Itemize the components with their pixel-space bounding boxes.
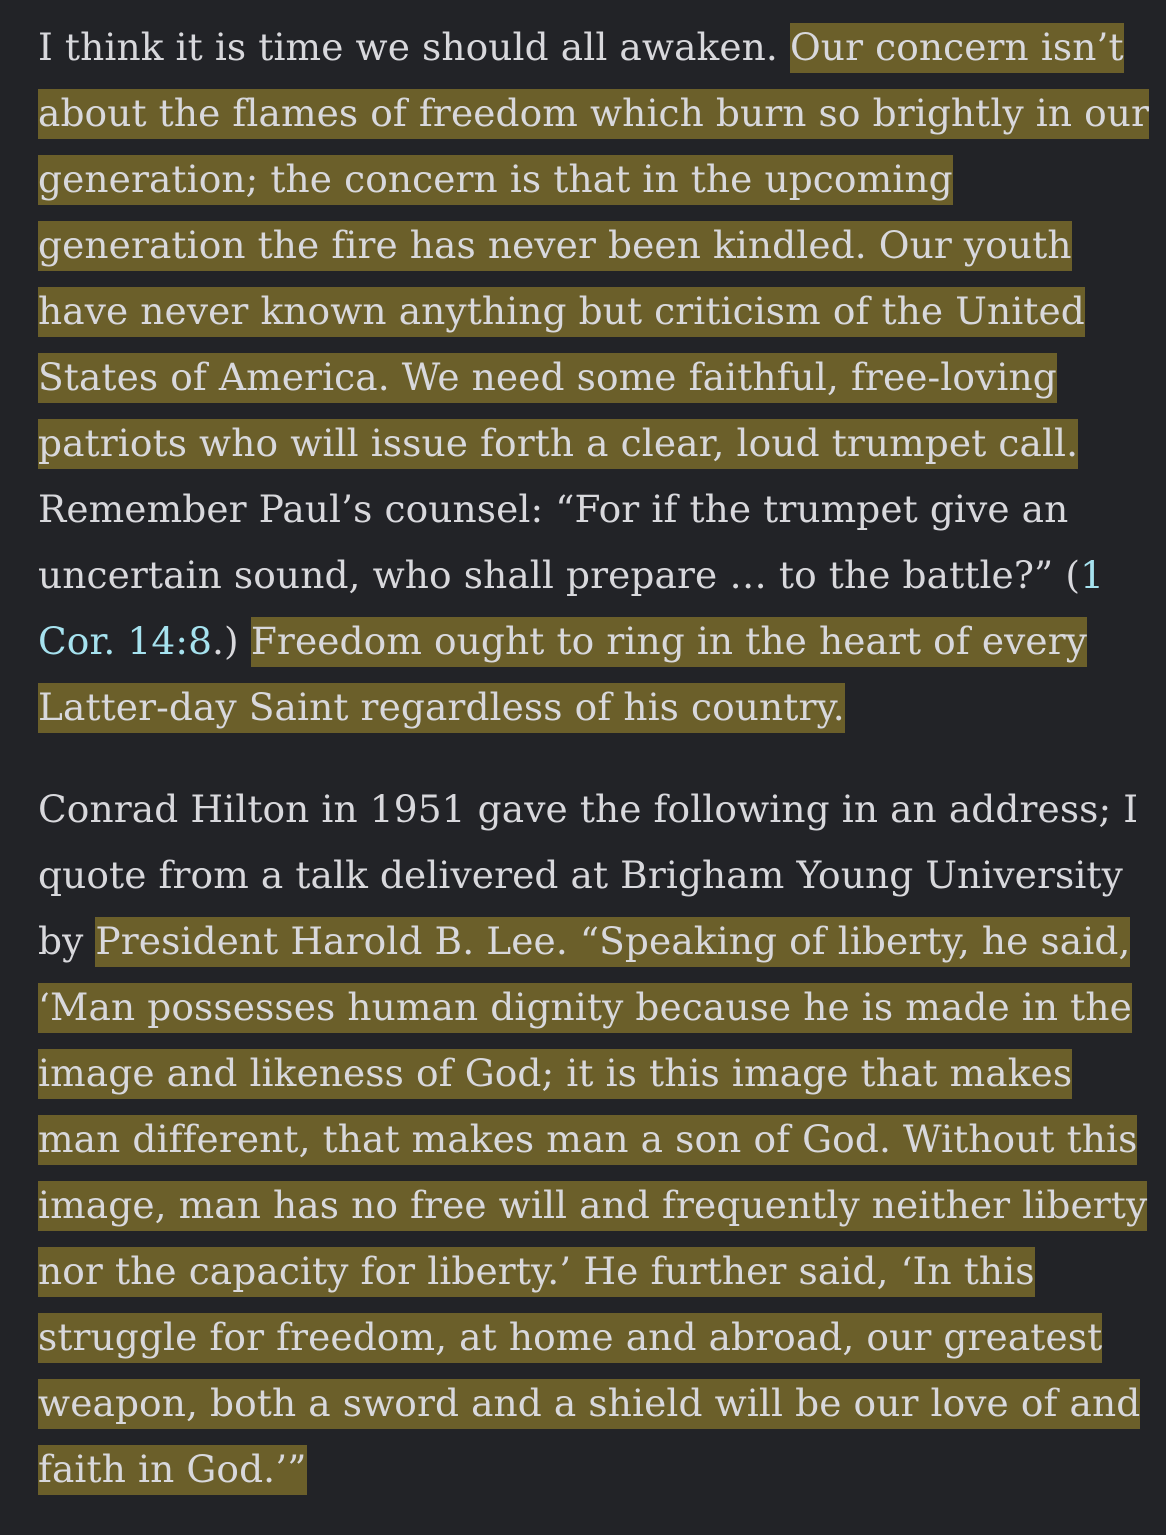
paragraph: [38, 14, 1158, 740]
text-highlight[interactable]: President Harold B. Lee. “Speaking of liberty, he said, ‘Man possesses human dignity because he is made in the image and likeness of God; it is this image that makes man different, that makes man a son of God. Without this image, man has no free will and frequently neither liberty nor the capacity for liberty.’ He further said, ‘In this struggle for freedom, at home and abroad, our greatest weapon, both a sword and a shield will be our love of and faith in God.’”: [38, 917, 1147, 1495]
paragraph: [38, 776, 1158, 1502]
body-text: Conrad Hilton in 1951 gave the following in an address; I quote from a talk delivered at Brigham Young University by: [38, 787, 1139, 963]
body-text: I think it is time we should all awaken.: [38, 25, 790, 69]
text-highlight[interactable]: Freedom ought to ring in the heart of every Latter-day Saint regardless of his country.: [38, 617, 1087, 733]
body-text: Remember Paul’s counsel: “For if the trumpet give an uncertain sound, who shall prepare … to the battle?” (: [38, 487, 1081, 597]
text-highlight[interactable]: Our concern isn’t about the flames of freedom which burn so brightly in our generation; the concern is that in the upcoming generation the fire has never been kindled. Our youth have never known anything but criticism of the United States of America. We need some faithful, free-loving patriots who will issue forth a clear, loud trumpet call.: [38, 23, 1149, 469]
reader-content: [38, 14, 1158, 1502]
body-text: .): [212, 619, 251, 663]
scripture-reference-link[interactable]: 1 Cor. 14:8: [38, 553, 1105, 663]
